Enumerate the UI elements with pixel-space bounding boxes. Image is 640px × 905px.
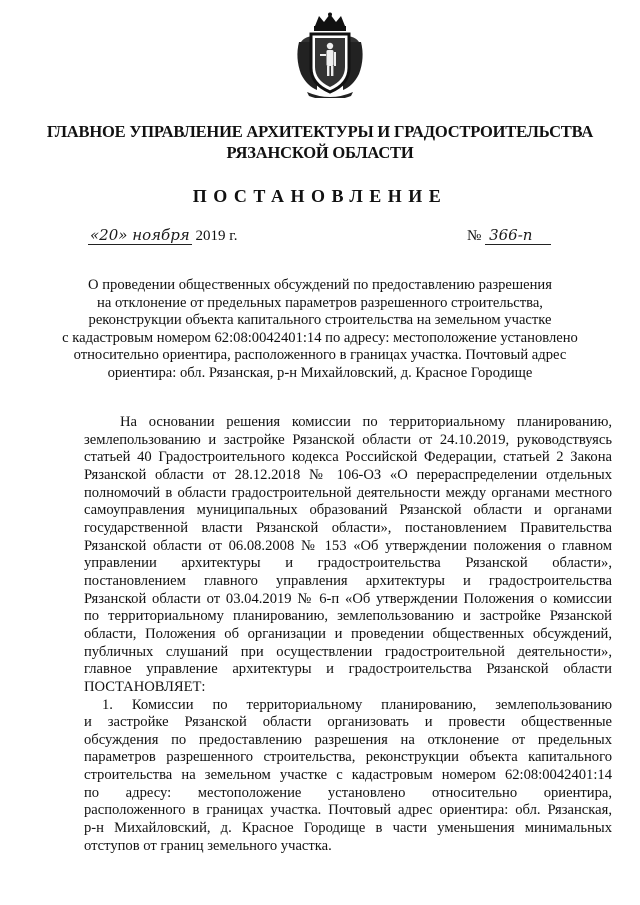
- subject-line: с кадастровым номером 62:08:0042401:14 по адресу: местоположение установлено: [62, 329, 578, 346]
- item-line: по адресу: местоположение установлено относительно ориентира,: [84, 784, 612, 801]
- document-type-title: ПОСТАНОВЛЕНИЕ: [192, 186, 448, 206]
- body-line: статьей 40 Градостроительного кодекса Российской Федерации, статьей 2 Закона: [84, 449, 612, 466]
- body-line: публичных слушаний при осуществлении градостроительной деятельности»,: [84, 643, 612, 660]
- item-line: строительства на земельном участке с кадастровым номером 62:08:0042401:14: [84, 767, 612, 784]
- subject-line: относительно ориентира, расположенного в границах участка. Почтовый адрес: [73, 347, 567, 363]
- body-line: самоуправления муниципальных образований Рязанской области и органами: [84, 502, 612, 519]
- body-line: государственной власти Рязанской области», постановлением Правительства: [84, 519, 612, 536]
- document-body: [84, 414, 612, 855]
- body-line: полномочий в области градостроительной деятельности между органами местного: [84, 484, 612, 501]
- body-line: управлении архитектуры и градостроительства Рязанской области»,: [84, 555, 612, 572]
- item-line: расположенного в границах участка. Почтовый адрес ориентира: обл. Рязанская,: [84, 802, 612, 819]
- ryazan-coat-of-arms-icon: [293, 12, 367, 98]
- item-line: 1. Комиссии по территориальному планированию, землепользованию: [102, 696, 612, 713]
- body-line: по территориальному планированию, землепользованию и застройке Рязанской: [84, 608, 612, 625]
- org-name-line1: ГЛАВНОЕ УПРАВЛЕНИЕ АРХИТЕКТУРЫ И ГРАДОСТРОИТЕЛЬСТВА: [46, 122, 594, 141]
- item-line: и застройке Рязанской области организовать и провести общественные: [84, 714, 612, 731]
- item-line: обсуждения по предоставлению разрешения на отклонение от предельных: [84, 731, 612, 748]
- item-line: параметров разрешенного строительства, реконструкции объекта капитального: [84, 749, 612, 766]
- subject-line: реконструкции объекта капитального строительства на земельном участке: [88, 312, 552, 328]
- item-line: р-н Михайловский, д. Красное Городище в части уменьшения минимальных: [84, 820, 612, 837]
- number-sign: №: [467, 228, 482, 244]
- organization-name: [40, 121, 600, 163]
- body-line: Рязанской области от 28.12.2018 № 106-ОЗ «О перераспределении отдельных: [84, 466, 612, 483]
- date-handwritten: «20» ноября: [90, 226, 190, 244]
- body-line: постановлением главного управления архитектуры и градостроительства: [84, 572, 612, 589]
- body-line: Рязанской области от 03.04.2019 № 6-п «Об утверждении Положения о комиссии: [84, 590, 612, 607]
- body-line: На основании решения комиссии по территориальному планированию,: [120, 414, 612, 430]
- resolves-heading: ПОСТАНОВЛЯЕТ:: [84, 678, 206, 695]
- document-subject: [62, 277, 578, 382]
- item-line: отступов от границ земельного участка.: [84, 837, 332, 854]
- date-year: 2019 г.: [195, 228, 238, 244]
- subject-line: О проведении общественных обсуждений по предоставлению разрешения: [88, 277, 552, 293]
- subject-line: ориентира: обл. Рязанская, р-н Михайловский, д. Красное Городище: [107, 364, 533, 381]
- document-date: [88, 226, 237, 245]
- body-line: землепользованию и застройке Рязанской области от 24.10.2019, руководствуясь: [84, 431, 612, 448]
- org-name-line2: РЯЗАНСКОЙ ОБЛАСТИ: [226, 143, 414, 162]
- document-number: [467, 226, 551, 245]
- body-line: Рязанской области от 06.08.2008 № 153 «Об утверждении положения о главном: [84, 537, 612, 554]
- body-line: области, Положения об организации и проведении общественных обсуждений,: [84, 625, 612, 642]
- subject-line: на отклонение от предельных параметров разрешенного строительства,: [97, 294, 543, 311]
- number-handwritten: 366-п: [485, 226, 551, 245]
- body-line: главное управление архитектуры и градостроительства Рязанской области: [84, 661, 612, 678]
